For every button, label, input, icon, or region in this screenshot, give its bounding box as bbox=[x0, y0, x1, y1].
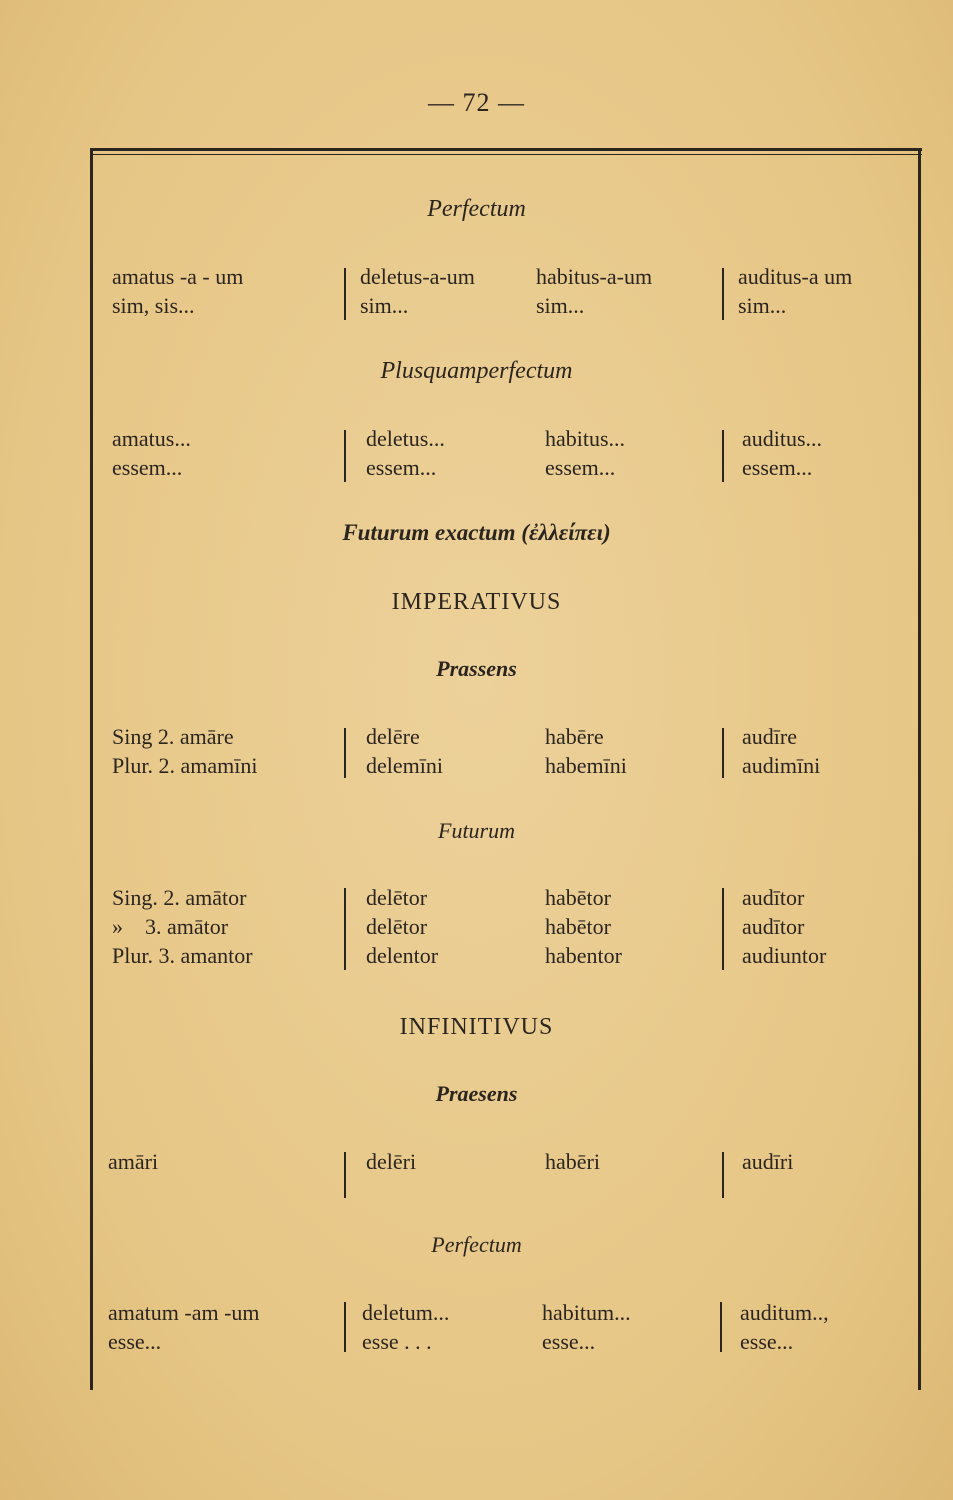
imp-praes-col1-line1: Sing 2. amāre bbox=[112, 724, 234, 749]
inf-praes-col4-line1: audīri bbox=[742, 1149, 794, 1174]
perfectum-col4-line1: auditus-a um bbox=[738, 264, 853, 289]
col-divider bbox=[344, 1302, 346, 1352]
section-title-futurum-exactum: Futurum exactum (ἐλλείπει) bbox=[342, 520, 611, 545]
section-title-perfectum: Perfectum bbox=[427, 196, 526, 222]
right-border bbox=[918, 150, 921, 1390]
inf-praes-col2-line1: delēri bbox=[366, 1149, 417, 1174]
inf-perf-col4-line2: esse... bbox=[740, 1329, 794, 1354]
imp-fut-col2-line3: delentor bbox=[366, 943, 439, 968]
imp-fut-col1-line3: Plur. 3. amantor bbox=[112, 943, 253, 968]
inf-perf-col2-line1: deletum... bbox=[362, 1300, 450, 1325]
perfectum-col2-line2: sim... bbox=[360, 293, 409, 318]
plusq-col2-line1: deletus... bbox=[366, 426, 445, 451]
inf-perf-col3-line1: habitum... bbox=[542, 1300, 631, 1325]
perfectum-col4-line2: sim... bbox=[738, 293, 787, 318]
plusq-col1-line2: essem... bbox=[112, 455, 183, 480]
perfectum-col2-line1: deletus-a-um bbox=[360, 264, 475, 289]
plusq-col2-line2: essem... bbox=[366, 455, 437, 480]
plusq-col4-line2: essem... bbox=[742, 455, 813, 480]
plusq-col1-line1: amatus... bbox=[112, 426, 191, 451]
imp-fut-col4-line1: audītor bbox=[742, 885, 805, 910]
imp-praes-col3-line2: habemīni bbox=[545, 753, 627, 778]
top-rule-thin bbox=[90, 154, 922, 155]
imp-fut-col4-line3: audiuntor bbox=[742, 943, 827, 968]
imp-fut-col1-line2: » 3. amātor bbox=[112, 914, 229, 939]
imp-fut-col3-line2: habētor bbox=[545, 914, 611, 939]
imp-fut-col1-line1: Sing. 2. amātor bbox=[112, 885, 247, 910]
section-title-imp-futurum: Futurum bbox=[438, 818, 515, 843]
imp-fut-col3-line1: habētor bbox=[545, 885, 611, 910]
plusq-col4-line1: auditus... bbox=[742, 426, 823, 451]
imp-fut-col3-line3: habentor bbox=[545, 943, 622, 968]
imp-praes-col3-line1: habēre bbox=[545, 724, 604, 749]
col-divider bbox=[722, 728, 724, 778]
imp-fut-col4-line2: audītor bbox=[742, 914, 805, 939]
section-title-inf-praesens: Praesens bbox=[435, 1081, 518, 1106]
left-border bbox=[90, 150, 93, 1390]
section-title-plusquamperfectum: Plusquamperfectum bbox=[380, 358, 573, 384]
imp-praes-col1-line2: Plur. 2. amamīni bbox=[112, 753, 258, 778]
col-divider bbox=[344, 728, 346, 778]
imp-praes-col4-line1: audīre bbox=[742, 724, 797, 749]
inf-praes-col3-line1: habēri bbox=[545, 1149, 600, 1174]
col-divider bbox=[344, 1152, 346, 1198]
imp-praes-col4-line2: audimīni bbox=[742, 753, 821, 778]
imp-fut-col2-line2: delētor bbox=[366, 914, 428, 939]
inf-perf-col2-line2: esse . . . bbox=[362, 1329, 432, 1354]
perfectum-col1-line1: amatus -a - um bbox=[112, 264, 244, 289]
inf-praes-col1-line1: amāri bbox=[108, 1149, 159, 1174]
top-rule bbox=[90, 148, 922, 151]
imp-fut-col2-line1: delētor bbox=[366, 885, 428, 910]
section-title-imp-praesens: Prassens bbox=[436, 656, 517, 681]
perfectum-col3-line1: habitus-a-um bbox=[536, 264, 653, 289]
inf-perf-col4-line1: auditum.., bbox=[740, 1300, 829, 1325]
col-divider bbox=[722, 430, 724, 482]
imp-praes-col2-line2: delemīni bbox=[366, 753, 443, 778]
section-title-inf-perfectum: Perfectum bbox=[431, 1232, 522, 1257]
heading-imperativus: IMPERATIVUS bbox=[391, 589, 562, 615]
col-divider bbox=[344, 430, 346, 482]
plusq-col3-line2: essem... bbox=[545, 455, 616, 480]
col-divider bbox=[344, 268, 346, 320]
col-divider bbox=[722, 1152, 724, 1198]
page-number: — 72 — bbox=[428, 88, 525, 117]
col-divider bbox=[720, 1302, 722, 1352]
inf-perf-col1-line2: esse... bbox=[108, 1329, 162, 1354]
inf-perf-col1-line1: amatum -am -um bbox=[108, 1300, 260, 1325]
col-divider bbox=[344, 888, 346, 970]
plusq-col3-line1: habitus... bbox=[545, 426, 626, 451]
imp-praes-col2-line1: delēre bbox=[366, 724, 420, 749]
perfectum-col3-line2: sim... bbox=[536, 293, 585, 318]
inf-perf-col3-line2: esse... bbox=[542, 1329, 596, 1354]
col-divider bbox=[722, 268, 724, 320]
perfectum-col1-line2: sim, sis... bbox=[112, 293, 195, 318]
col-divider bbox=[722, 888, 724, 970]
heading-infinitivus: INFINITIVUS bbox=[399, 1014, 554, 1040]
